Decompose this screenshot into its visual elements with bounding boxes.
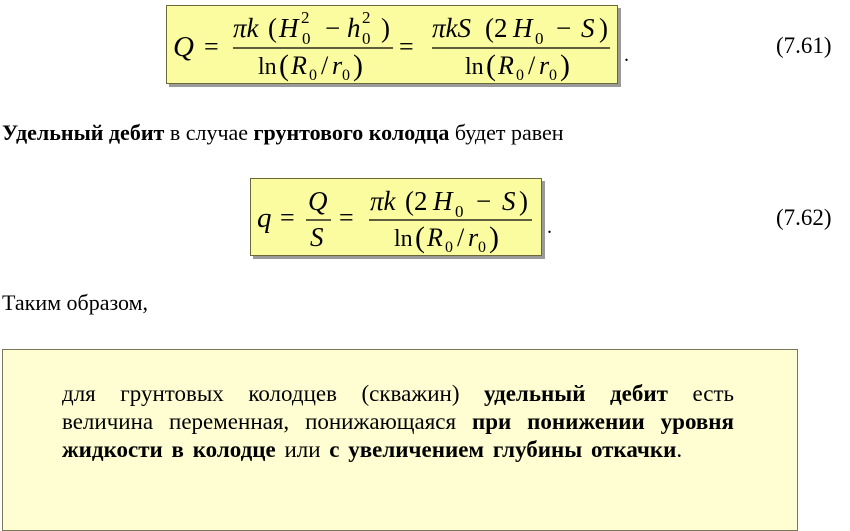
para1-text-mid: в случае — [164, 120, 254, 145]
conclusion-text — [62, 380, 734, 464]
eq1-H: H — [279, 13, 299, 43]
eq1-den1-open: ( — [279, 49, 289, 82]
eq1-den2-close: ) — [560, 49, 570, 82]
eq1-h-sup: 2 — [362, 8, 371, 27]
eq2-trailing-dot: . — [547, 216, 552, 238]
eq1-r-1: r — [332, 51, 343, 80]
eq2-den-close: ) — [489, 221, 499, 254]
eq1-r-sub-1: 0 — [342, 67, 350, 84]
eq2-R-sub: 0 — [445, 239, 453, 256]
conclusion-bold-specific-yield: удельный дебит — [484, 381, 668, 406]
eq2-equals-2: = — [339, 203, 354, 232]
eq1-r-2: r — [539, 51, 550, 80]
eq1-equals-2: = — [399, 32, 414, 61]
eq1-den1-close: ) — [353, 49, 363, 82]
eq2-H-sub: 0 — [455, 202, 464, 221]
eq2-Q: Q — [308, 186, 328, 216]
eq1-close-2: ) — [599, 13, 608, 43]
eq1-pi-kS: πkS — [432, 13, 472, 43]
paragraph-specific-yield — [2, 120, 564, 146]
conclusion-text-3: или — [275, 437, 330, 462]
eq1-h: h — [347, 13, 361, 43]
formula-7-61 — [166, 5, 618, 84]
eq1-minus: − — [325, 13, 341, 43]
eq2-close: ) — [519, 186, 528, 216]
eq2-ln: ln — [394, 226, 413, 252]
eq1-R-2: R — [498, 51, 514, 80]
eq1-lhs: Q — [173, 31, 194, 63]
equation-number-7-61: (7.61) — [776, 33, 832, 58]
eq1-R-1: R — [291, 51, 307, 80]
conclusion-bold-lowering-level: при понижении уровня жидкости в колодце — [62, 409, 734, 462]
eq1-open-2: (2 — [485, 13, 508, 43]
eq1-trailing-dot: . — [624, 44, 629, 66]
eq2-lhs: q — [257, 202, 272, 234]
term-ground-well: грунтового колодца — [253, 120, 450, 145]
eq2-R: R — [427, 223, 443, 252]
eq2-S: S — [502, 186, 516, 216]
formula-7-62-svg — [251, 179, 541, 255]
eq2-den-open: ( — [415, 221, 425, 254]
eq1-H-sub: 0 — [302, 29, 311, 48]
conclusion-text-1: для грунтовых колодцев (скважин) — [62, 381, 485, 406]
eq2-minus: − — [476, 186, 492, 216]
formula-7-61-svg — [167, 6, 617, 83]
para1-text-end: будет равен — [449, 120, 564, 145]
eq2-open: (2 — [405, 186, 428, 216]
eq1-den2-open: ( — [486, 49, 496, 82]
eq1-H-2: H — [513, 13, 533, 43]
eq1-close-paren: ) — [381, 13, 390, 43]
eq1-H-sub-2: 0 — [535, 29, 544, 48]
term-specific-yield: Удельный дебит — [2, 120, 165, 145]
eq1-R-sub-1: 0 — [309, 67, 317, 84]
eq2-r: r — [468, 223, 479, 252]
eq1-R-sub-2: 0 — [516, 67, 524, 84]
eq1-equals: = — [204, 32, 219, 61]
eq2-equals: = — [280, 203, 295, 232]
eq1-pi-k: πk — [233, 13, 259, 43]
eq1-minus-2: − — [556, 13, 572, 43]
eq1-slash-2: / — [528, 51, 536, 80]
eq1-ln-2: ln — [465, 54, 484, 80]
eq1-slash-1: / — [321, 51, 329, 80]
eq2-S-den: S — [310, 222, 324, 252]
eq1-h-sub: 0 — [362, 29, 371, 48]
eq1-ln-1: ln — [258, 54, 277, 80]
conclusion-text-2: есть величина переменная, понижающаяся — [62, 381, 734, 434]
eq2-pi-k: πk — [370, 186, 396, 216]
eq1-open-paren: ( — [268, 13, 277, 43]
eq2-r-sub: 0 — [478, 239, 486, 256]
eq2-H: H — [433, 186, 453, 216]
eq1-S: S — [581, 13, 595, 43]
eq2-slash: / — [457, 223, 465, 252]
paragraph-thus: Таким образом, — [2, 290, 149, 315]
eq1-r-sub-2: 0 — [549, 67, 557, 84]
eq1-H-sup: 2 — [301, 8, 310, 27]
conclusion-bold-depth-increase: с увеличением глубины откачки — [329, 437, 677, 462]
equation-number-7-62: (7.62) — [776, 205, 832, 230]
conclusion-text-4: . — [676, 437, 683, 462]
formula-7-62 — [250, 178, 542, 256]
